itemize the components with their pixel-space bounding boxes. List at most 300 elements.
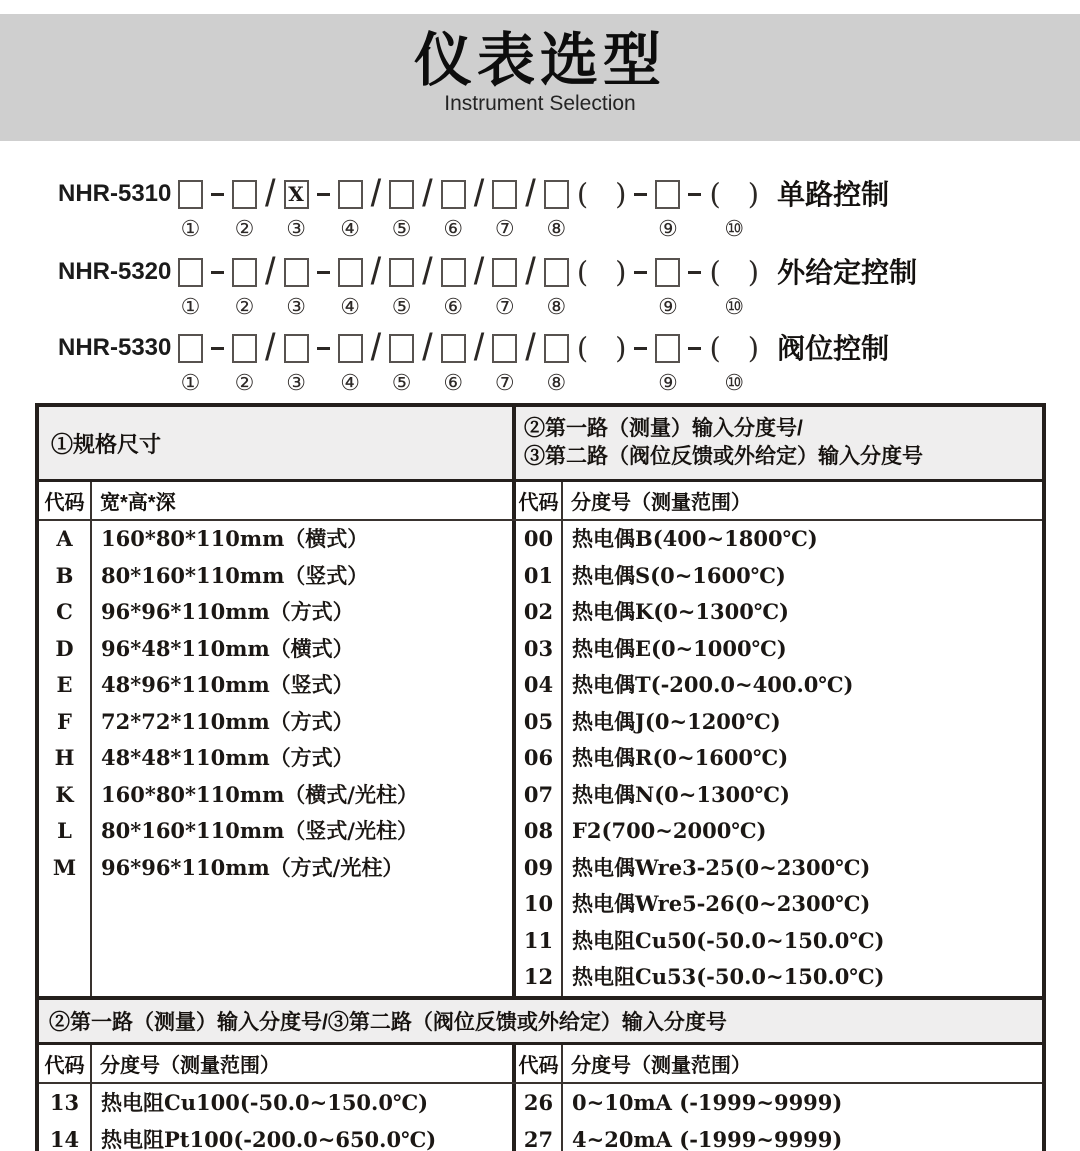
position-number xyxy=(372,218,379,242)
size-value: 96*96*110mm（方式） xyxy=(101,599,354,624)
position-number: ⑧ xyxy=(546,295,567,320)
dash-separator xyxy=(317,271,330,274)
code-position xyxy=(709,256,759,320)
scale-code: 07 xyxy=(523,781,554,807)
code-position xyxy=(422,327,433,396)
code-box xyxy=(232,258,257,287)
slash-separator: / xyxy=(265,173,276,215)
code-slot xyxy=(577,332,627,364)
scale-range: 热电偶Wre5-26(0~2300℃) xyxy=(572,891,871,916)
scale-code: 02 xyxy=(523,599,554,624)
code-slot xyxy=(422,251,433,293)
position-number xyxy=(372,296,379,320)
code-slot xyxy=(232,256,257,288)
model-code-row-nhr5330 xyxy=(58,327,890,396)
position-number xyxy=(637,218,644,242)
close-paren: ) xyxy=(615,255,627,289)
dash-separator xyxy=(688,193,701,196)
code-position xyxy=(317,332,330,396)
size-value: 160*80*110mm（横式/光柱） xyxy=(101,781,418,807)
scale-range: 热电阻Cu53(-50.0~150.0℃) xyxy=(572,964,885,989)
code-box xyxy=(544,180,569,209)
code-position xyxy=(688,256,701,320)
dash-separator xyxy=(317,193,330,196)
section1-column-headers xyxy=(39,482,1042,521)
position-number xyxy=(527,296,534,320)
position-number: ⑩ xyxy=(724,371,745,396)
slash-separator: / xyxy=(265,327,276,369)
slash-separator: / xyxy=(422,251,433,293)
scale-code-column xyxy=(516,521,563,996)
scale-range: 热电偶E(0~1000℃) xyxy=(572,635,787,661)
code-box xyxy=(178,180,203,209)
model-name: NHR-5310 xyxy=(58,180,172,207)
position-number xyxy=(424,372,431,396)
scale-code: 05 xyxy=(523,708,554,734)
position-number: ⑦ xyxy=(494,217,515,242)
code-position xyxy=(370,173,382,242)
code-slot xyxy=(370,327,382,369)
code-position xyxy=(473,251,485,320)
code-position xyxy=(422,251,433,320)
code-slot xyxy=(473,173,485,215)
size-code: B xyxy=(55,562,74,588)
code-slot xyxy=(655,178,680,210)
code-slot xyxy=(265,327,276,369)
slash-separator: / xyxy=(370,173,382,215)
size-code: M xyxy=(52,854,77,880)
code-slot xyxy=(525,327,536,369)
dash-separator xyxy=(211,193,224,196)
code-position xyxy=(265,327,276,396)
position-number xyxy=(320,372,327,396)
parentheses xyxy=(709,178,759,210)
code-position xyxy=(688,332,701,396)
position-number: ⑤ xyxy=(391,295,412,320)
code-slot xyxy=(284,332,309,364)
code-slot xyxy=(577,256,627,288)
slash-separator: / xyxy=(525,327,536,369)
position-number xyxy=(424,296,431,320)
code-position xyxy=(284,178,309,242)
code-box xyxy=(284,334,309,363)
code-slot xyxy=(284,256,309,288)
position-number xyxy=(267,296,274,320)
code-slot xyxy=(178,256,203,288)
slash-separator: / xyxy=(370,327,382,369)
code-slot xyxy=(178,332,203,364)
code-position xyxy=(338,178,363,242)
code-slot xyxy=(317,256,330,288)
code-position xyxy=(284,332,309,396)
spec-size-header: ①规格尺寸 xyxy=(51,431,162,457)
code-position xyxy=(370,327,382,396)
scale-range: F2(700~2000℃) xyxy=(572,818,767,843)
scale-code: 08 xyxy=(523,818,554,843)
code-slot xyxy=(178,178,203,210)
size-value: 48*48*110mm（方式） xyxy=(101,745,354,770)
position-number xyxy=(475,372,482,396)
code-slot xyxy=(338,178,363,210)
code-position xyxy=(577,178,627,242)
scale-range: 热电偶K(0~1300℃) xyxy=(572,599,789,624)
position-number xyxy=(267,218,274,242)
model-name: NHR-5320 xyxy=(58,258,172,285)
scale-code: 10 xyxy=(523,891,554,916)
position-number: ③ xyxy=(286,217,306,242)
code-position xyxy=(265,251,276,320)
parentheses xyxy=(709,256,759,288)
scale-code: 00 xyxy=(523,526,554,551)
position-number xyxy=(691,296,698,320)
position-number xyxy=(598,218,605,242)
code-slot xyxy=(317,178,330,210)
model-code-row-nhr5320 xyxy=(58,251,918,320)
code-slot xyxy=(492,256,517,288)
code-box xyxy=(389,258,414,287)
column-header-dimensions: 宽*高*深 xyxy=(100,492,176,514)
code-position xyxy=(544,332,569,396)
code-slot xyxy=(655,332,680,364)
position-number: ③ xyxy=(286,295,306,320)
size-code: H xyxy=(54,745,75,770)
code-position xyxy=(178,332,203,396)
code-slot xyxy=(422,327,433,369)
dash-separator xyxy=(317,347,330,350)
code-slot xyxy=(492,332,517,364)
code-slot xyxy=(441,332,466,364)
section1-body xyxy=(39,521,1042,1000)
column-header-scale-range: 分度号（测量范围） xyxy=(571,1054,751,1077)
slash-separator: / xyxy=(473,173,485,215)
code-box xyxy=(492,334,517,363)
scale-code: 06 xyxy=(523,745,554,770)
code-slot xyxy=(389,256,414,288)
model-type-label: 外给定控制 xyxy=(777,257,918,288)
close-paren: ) xyxy=(747,177,760,211)
close-paren: ) xyxy=(615,177,627,211)
code-box xyxy=(544,258,569,287)
scale-code: 26 xyxy=(523,1089,554,1115)
model-type-label: 阀位控制 xyxy=(777,333,890,364)
code-box xyxy=(655,180,680,209)
model-name: NHR-5330 xyxy=(58,334,172,361)
scale-range-column xyxy=(563,1084,1042,1151)
position-number xyxy=(267,372,274,396)
code-position xyxy=(211,332,224,396)
position-number: ⑧ xyxy=(546,217,567,242)
code-position xyxy=(634,332,647,396)
dash-separator xyxy=(688,271,701,274)
code-box xyxy=(389,180,414,209)
code-box xyxy=(441,180,466,209)
size-code: L xyxy=(57,818,72,843)
code-slot xyxy=(544,256,569,288)
scale-code: 01 xyxy=(523,562,554,588)
position-number: ② xyxy=(234,295,255,320)
scale-range: 4~20mA (-1999~9999) xyxy=(572,1126,843,1151)
position-number xyxy=(637,372,644,396)
code-position xyxy=(709,178,759,242)
scale-range-column xyxy=(563,521,1042,996)
code-slot xyxy=(284,178,309,210)
code-box xyxy=(284,258,309,287)
code-slot xyxy=(211,256,224,288)
scale-range: 热电偶T(-200.0~400.0℃) xyxy=(572,672,854,697)
parentheses xyxy=(577,332,627,364)
position-number xyxy=(424,218,431,242)
selection-table xyxy=(35,403,1046,1151)
dash-separator xyxy=(634,193,647,196)
position-number xyxy=(691,218,698,242)
column-header-scale-range: 分度号（测量范围） xyxy=(100,1054,280,1077)
code-position xyxy=(525,327,536,396)
scale-range: 热电阻Cu50(-50.0~150.0℃) xyxy=(572,927,885,953)
code-box xyxy=(492,180,517,209)
code-position xyxy=(544,178,569,242)
column-header-code: 代码 xyxy=(39,482,92,519)
size-code: K xyxy=(55,781,74,807)
column-header-code: 代码 xyxy=(39,1045,92,1082)
scale-range-column xyxy=(92,1084,512,1151)
input-scale-header-line2: ③第二路（阀位反馈或外给定）输入分度号 xyxy=(524,445,923,468)
open-paren: ( xyxy=(709,177,721,211)
input-scale-header-line1: ②第一路（测量）输入分度号/ xyxy=(524,417,803,440)
code-slot xyxy=(370,251,382,293)
open-paren: ( xyxy=(576,177,589,211)
code-position xyxy=(577,256,627,320)
code-position xyxy=(634,178,647,242)
code-position xyxy=(492,256,517,320)
section2-header: ②第一路（测量）输入分度号/③第二路（阀位反馈或外给定）输入分度号 xyxy=(39,1000,1042,1045)
dash-separator xyxy=(634,347,647,350)
scale-code: 13 xyxy=(49,1089,80,1115)
position-number: ② xyxy=(234,217,255,242)
scale-code-column xyxy=(516,1084,563,1151)
scale-code: 14 xyxy=(49,1126,80,1151)
slash-separator: / xyxy=(473,327,485,369)
code-box xyxy=(389,334,414,363)
position-number xyxy=(372,372,379,396)
code-slot xyxy=(441,178,466,210)
close-paren: ) xyxy=(747,255,760,289)
position-number: ⑧ xyxy=(546,371,567,396)
code-slot xyxy=(709,178,759,210)
size-value: 80*160*110mm（竖式/光柱） xyxy=(101,818,418,843)
code-slot xyxy=(473,327,485,369)
size-code: C xyxy=(56,599,73,624)
code-position xyxy=(338,256,363,320)
scale-range: 热电偶J(0~1200℃) xyxy=(572,708,781,734)
size-value: 160*80*110mm（横式） xyxy=(101,526,369,551)
size-value: 96*48*110mm（横式） xyxy=(101,635,354,661)
position-number: ⑩ xyxy=(724,295,745,320)
code-position xyxy=(441,256,466,320)
position-number xyxy=(214,296,221,320)
position-number: ⑦ xyxy=(494,295,515,320)
slash-separator: / xyxy=(525,173,536,215)
code-position xyxy=(389,178,414,242)
code-box xyxy=(655,258,680,287)
column-header-scale-range: 分度号（测量范围） xyxy=(571,492,751,514)
slash-separator: / xyxy=(370,251,382,293)
position-number xyxy=(527,372,534,396)
size-value: 80*160*110mm（竖式） xyxy=(101,562,369,588)
code-slot xyxy=(232,332,257,364)
position-number xyxy=(475,296,482,320)
code-position xyxy=(265,173,276,242)
code-slot xyxy=(688,178,701,210)
code-box xyxy=(178,258,203,287)
position-number xyxy=(691,372,698,396)
position-number: ⑥ xyxy=(443,371,464,396)
code-position xyxy=(178,256,203,320)
code-slot xyxy=(544,178,569,210)
code-position xyxy=(441,332,466,396)
scale-range: 热电偶Wre3-25(0~2300℃) xyxy=(572,854,871,880)
code-position xyxy=(492,178,517,242)
dash-separator xyxy=(211,271,224,274)
model-code-row-nhr5310 xyxy=(58,173,890,242)
code-box xyxy=(232,180,257,209)
code-position xyxy=(389,332,414,396)
code-slot xyxy=(232,178,257,210)
code-slot xyxy=(525,173,536,215)
size-value: 96*96*110mm（方式/光柱） xyxy=(101,854,404,880)
scale-code: 27 xyxy=(523,1126,554,1151)
size-code: A xyxy=(56,526,73,551)
page-subtitle: Instrument Selection xyxy=(444,92,636,115)
code-position xyxy=(422,173,433,242)
code-position xyxy=(317,178,330,242)
code-slot xyxy=(370,173,382,215)
code-slot xyxy=(265,251,276,293)
position-number: ⑦ xyxy=(494,371,515,396)
code-box xyxy=(441,334,466,363)
code-box xyxy=(338,258,363,287)
code-slot xyxy=(655,256,680,288)
position-number: ⑤ xyxy=(391,371,412,396)
parentheses xyxy=(709,332,759,364)
code-box: X xyxy=(284,180,309,209)
scale-code: 03 xyxy=(523,635,554,661)
code-position xyxy=(389,256,414,320)
position-number xyxy=(214,372,221,396)
code-position xyxy=(232,256,257,320)
code-box xyxy=(338,334,363,363)
size-code: D xyxy=(55,635,74,661)
code-slot xyxy=(709,256,759,288)
position-number xyxy=(475,218,482,242)
position-number: ① xyxy=(180,295,201,320)
code-position xyxy=(577,332,627,396)
code-slot xyxy=(634,256,647,288)
code-position xyxy=(370,251,382,320)
position-number: ⑩ xyxy=(724,217,745,242)
code-position xyxy=(655,332,680,396)
close-paren: ) xyxy=(615,331,627,365)
position-number xyxy=(320,296,327,320)
scale-code: 12 xyxy=(523,964,554,989)
scale-code: 04 xyxy=(523,672,554,697)
position-number xyxy=(637,296,644,320)
slash-separator: / xyxy=(525,251,536,293)
code-box xyxy=(441,258,466,287)
code-slot xyxy=(688,256,701,288)
position-number: ⑥ xyxy=(443,295,464,320)
column-header-code: 代码 xyxy=(516,1045,563,1082)
code-slot xyxy=(338,332,363,364)
dash-separator xyxy=(688,347,701,350)
code-slot xyxy=(211,178,224,210)
code-position xyxy=(709,332,759,396)
input-scale-header xyxy=(512,407,1042,479)
code-position xyxy=(232,178,257,242)
open-paren: ( xyxy=(709,331,721,365)
code-slot xyxy=(389,332,414,364)
slash-separator: / xyxy=(422,327,433,369)
position-number: ⑨ xyxy=(658,295,678,320)
position-number: ① xyxy=(180,371,201,396)
code-slot xyxy=(389,178,414,210)
slash-separator: / xyxy=(422,173,433,215)
size-value-column xyxy=(92,521,512,996)
position-number xyxy=(214,218,221,242)
position-number: ④ xyxy=(340,217,360,242)
position-number xyxy=(598,296,605,320)
code-slot xyxy=(338,256,363,288)
scale-range: 热电偶S(0~1600℃) xyxy=(572,562,786,588)
code-slot xyxy=(634,178,647,210)
size-value: 72*72*110mm（方式） xyxy=(101,708,354,734)
code-position xyxy=(338,332,363,396)
position-number: ③ xyxy=(286,371,306,396)
scale-code-column xyxy=(39,1084,92,1151)
code-position xyxy=(211,256,224,320)
code-position xyxy=(525,173,536,242)
position-number: ⑨ xyxy=(658,371,678,396)
scale-code: 11 xyxy=(523,927,554,953)
code-slot xyxy=(422,173,433,215)
code-position xyxy=(655,256,680,320)
code-slot xyxy=(317,332,330,364)
code-slot xyxy=(634,332,647,364)
code-position xyxy=(525,251,536,320)
code-position xyxy=(473,173,485,242)
open-paren: ( xyxy=(576,331,589,365)
code-box xyxy=(338,180,363,209)
position-number: ④ xyxy=(340,371,360,396)
code-slot xyxy=(525,251,536,293)
position-number: ① xyxy=(180,217,201,242)
code-box xyxy=(178,334,203,363)
code-position xyxy=(544,256,569,320)
code-position xyxy=(232,332,257,396)
parentheses xyxy=(577,256,627,288)
title-banner xyxy=(0,14,1080,141)
code-box xyxy=(655,334,680,363)
model-type-label: 单路控制 xyxy=(777,179,890,210)
page-title: 仪表选型 xyxy=(413,28,666,93)
code-slot xyxy=(265,173,276,215)
slash-separator: / xyxy=(265,251,276,293)
section2-column-headers xyxy=(39,1045,1042,1084)
size-code: F xyxy=(57,708,72,734)
close-paren: ) xyxy=(747,331,760,365)
code-position xyxy=(634,256,647,320)
slash-separator: / xyxy=(473,251,485,293)
open-paren: ( xyxy=(709,255,721,289)
